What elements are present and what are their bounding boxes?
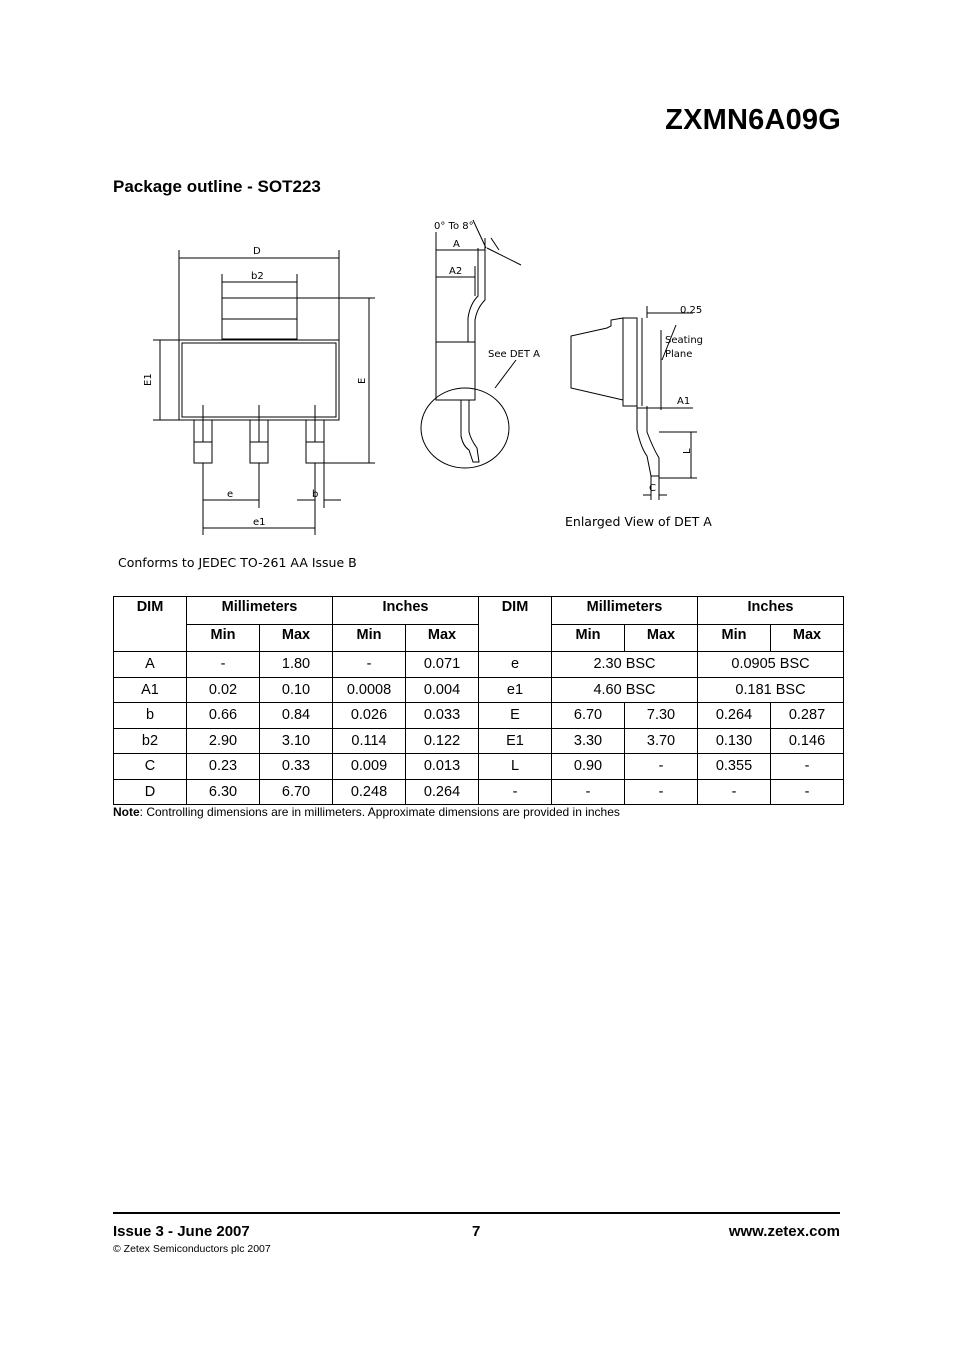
table-row bbox=[114, 779, 844, 805]
col-header-min: Min bbox=[187, 624, 260, 652]
table-cell: 0.130 bbox=[698, 728, 771, 754]
table-cell: 0.287 bbox=[771, 703, 844, 729]
label-angle: 0° To 8° bbox=[434, 221, 474, 232]
table-cell: 6.30 bbox=[187, 779, 260, 805]
table-cell: 0.146 bbox=[771, 728, 844, 754]
col-header-inches: Inches bbox=[333, 597, 479, 625]
table-row bbox=[114, 728, 844, 754]
note-text: : Controlling dimensions are in millimeters. Approximate dimensions are provided in inches bbox=[139, 805, 620, 819]
col-header-min: Min bbox=[552, 624, 625, 652]
table-row bbox=[114, 677, 844, 703]
table-cell: 0.122 bbox=[406, 728, 479, 754]
table-cell: - bbox=[187, 652, 260, 678]
table-cell: 0.248 bbox=[333, 779, 406, 805]
table-cell: D bbox=[114, 779, 187, 805]
table-cell: 6.70 bbox=[260, 779, 333, 805]
table-cell: 0.90 bbox=[552, 754, 625, 780]
table-cell: 0.23 bbox=[187, 754, 260, 780]
table-cell: - bbox=[698, 779, 771, 805]
table-cell: b bbox=[114, 703, 187, 729]
label-seating: Seating bbox=[665, 335, 704, 346]
table-cell: 0.355 bbox=[698, 754, 771, 780]
footer-divider bbox=[113, 1212, 840, 1214]
table-cell: 0.33 bbox=[260, 754, 333, 780]
table-cell: 0.0008 bbox=[333, 677, 406, 703]
footer-website: www.zetex.com bbox=[728, 1223, 840, 1240]
table-cell: 3.30 bbox=[552, 728, 625, 754]
table-cell: 0.264 bbox=[698, 703, 771, 729]
col-header-max: Max bbox=[771, 624, 844, 652]
table-cell: 3.70 bbox=[625, 728, 698, 754]
col-header-max: Max bbox=[260, 624, 333, 652]
table-cell: 0.013 bbox=[406, 754, 479, 780]
table-cell: E bbox=[479, 703, 552, 729]
table-cell: 2.90 bbox=[187, 728, 260, 754]
label-D: D bbox=[253, 246, 261, 257]
table-cell: E1 bbox=[479, 728, 552, 754]
enlarged-view-caption: Enlarged View of DET A bbox=[565, 514, 712, 529]
col-header-millimeters: Millimeters bbox=[187, 597, 333, 625]
footer-issue: Issue 3 - June 2007 bbox=[113, 1223, 250, 1240]
table-cell: 0.033 bbox=[406, 703, 479, 729]
table-cell: 0.264 bbox=[406, 779, 479, 805]
table-cell: A1 bbox=[114, 677, 187, 703]
col-header-max: Max bbox=[406, 624, 479, 652]
label-b: b bbox=[312, 489, 319, 500]
table-cell: 0.84 bbox=[260, 703, 333, 729]
table-cell: 0.181 BSC bbox=[698, 677, 844, 703]
note-label: Note bbox=[113, 805, 140, 819]
table-cell: e bbox=[479, 652, 552, 678]
table-row bbox=[114, 703, 844, 729]
section-title: Package outline - SOT223 bbox=[113, 177, 321, 196]
table-cell: e1 bbox=[479, 677, 552, 703]
table-cell: 4.60 BSC bbox=[552, 677, 698, 703]
table-cell: - bbox=[771, 779, 844, 805]
label-0-25: 0.25 bbox=[680, 305, 703, 316]
col-header-millimeters: Millimeters bbox=[552, 597, 698, 625]
table-cell: C bbox=[114, 754, 187, 780]
table-cell: L bbox=[479, 754, 552, 780]
table-cell: - bbox=[479, 779, 552, 805]
label-plane: Plane bbox=[665, 349, 693, 360]
table-cell: - bbox=[333, 652, 406, 678]
label-A1: A1 bbox=[677, 396, 691, 407]
jedec-conformance: Conforms to JEDEC TO-261 AA Issue B bbox=[118, 555, 357, 570]
part-number: ZXMN6A09G bbox=[665, 104, 841, 136]
col-header-min: Min bbox=[333, 624, 406, 652]
enlarged-lead bbox=[637, 318, 659, 476]
table-row bbox=[114, 754, 844, 780]
table-cell: - bbox=[771, 754, 844, 780]
col-header-dim: DIM bbox=[114, 597, 187, 652]
label-e1: e1 bbox=[253, 517, 266, 528]
label-A: A bbox=[453, 239, 460, 250]
table-note bbox=[113, 805, 620, 819]
footer-page-number: 7 bbox=[472, 1223, 481, 1240]
table-cell: 6.70 bbox=[552, 703, 625, 729]
table-row bbox=[114, 652, 844, 678]
table-cell: 0.66 bbox=[187, 703, 260, 729]
col-header-max: Max bbox=[625, 624, 698, 652]
table-cell: 0.10 bbox=[260, 677, 333, 703]
table-header-row bbox=[114, 597, 844, 625]
table-cell: 0.02 bbox=[187, 677, 260, 703]
label-C: C bbox=[649, 483, 656, 494]
enlarged-body bbox=[571, 318, 623, 400]
table-cell: 1.80 bbox=[260, 652, 333, 678]
table-cell: 0.026 bbox=[333, 703, 406, 729]
table-cell: 0.0905 BSC bbox=[698, 652, 844, 678]
table-cell: 0.009 bbox=[333, 754, 406, 780]
label-b2: b2 bbox=[251, 271, 264, 282]
table-cell: 0.004 bbox=[406, 677, 479, 703]
label-A2: A2 bbox=[449, 266, 463, 277]
footer-copyright: © Zetex Semiconductors plc 2007 bbox=[113, 1243, 271, 1255]
table-cell: 3.10 bbox=[260, 728, 333, 754]
label-E1: E1 bbox=[143, 373, 154, 386]
side-view-body bbox=[436, 342, 475, 400]
side-view-lead bbox=[468, 248, 478, 342]
table-cell: - bbox=[625, 754, 698, 780]
col-header-min: Min bbox=[698, 624, 771, 652]
label-L: L bbox=[682, 448, 693, 454]
label-see-det: See DET A bbox=[488, 349, 540, 360]
table-cell: - bbox=[552, 779, 625, 805]
table-cell: b2 bbox=[114, 728, 187, 754]
table-cell: 2.30 BSC bbox=[552, 652, 698, 678]
col-header-dim: DIM bbox=[479, 597, 552, 652]
table-cell: - bbox=[625, 779, 698, 805]
table-cell: 0.114 bbox=[333, 728, 406, 754]
label-E: E bbox=[357, 377, 368, 384]
table-cell: 0.071 bbox=[406, 652, 479, 678]
dimensions-table bbox=[113, 596, 844, 805]
package-outline-drawing bbox=[113, 210, 843, 540]
table-cell: A bbox=[114, 652, 187, 678]
table-cell: 7.30 bbox=[625, 703, 698, 729]
label-e: e bbox=[227, 489, 234, 500]
col-header-inches: Inches bbox=[698, 597, 844, 625]
